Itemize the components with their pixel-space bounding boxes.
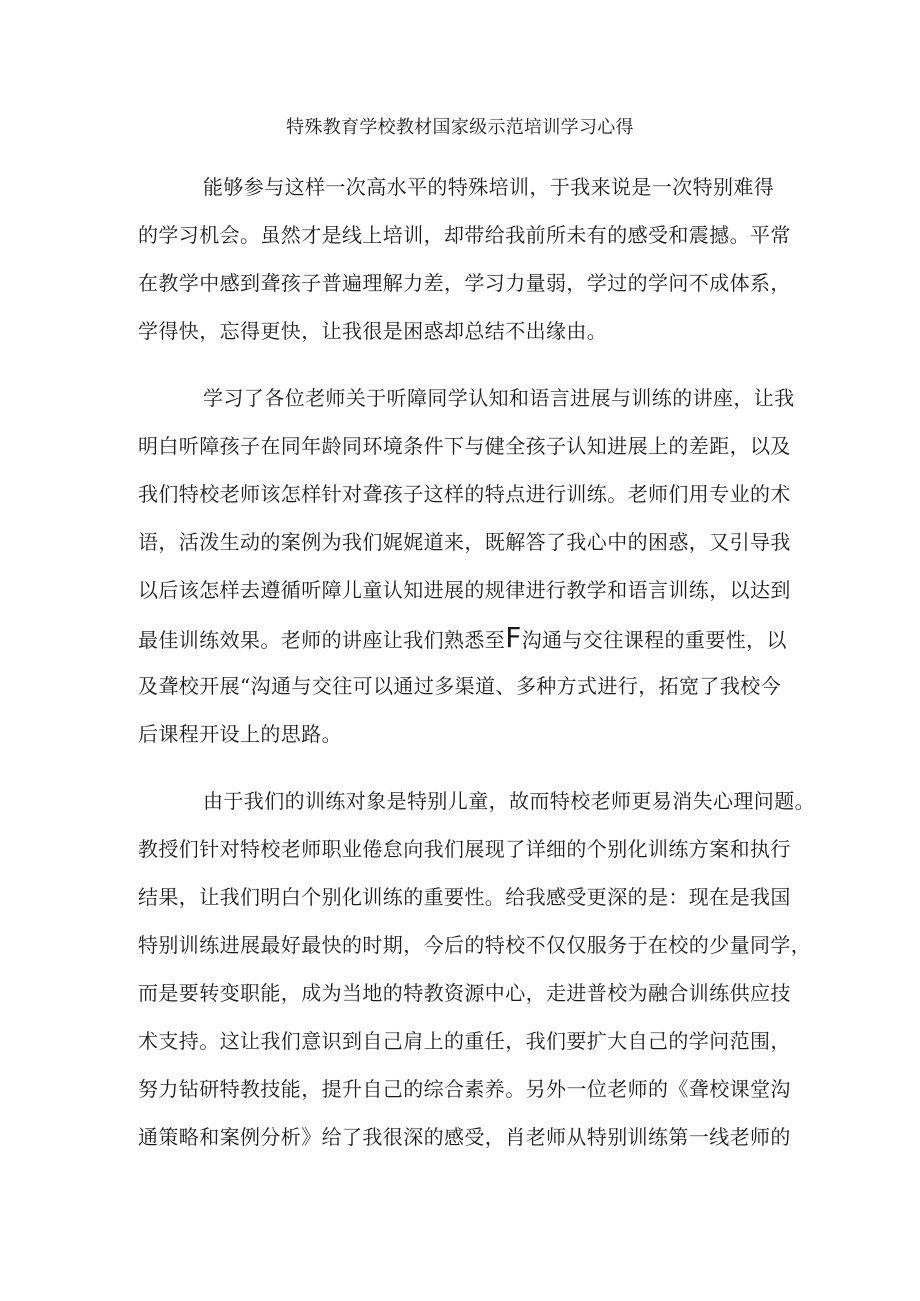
stray-glyph: F: [505, 621, 522, 654]
paragraph-line: 在教学中感到聋孩子普遍理解力差，学习力量弱，学过的学问不成体系，: [138, 271, 791, 295]
paragraph-line-segment: 沟通与交往课程的重要性，以: [521, 628, 787, 652]
paragraph-line: 明白听障孩子在同年龄同环境条件下与健全孩子认知进展上的差距，以及: [138, 434, 791, 458]
paragraph-line: 结果，让我们明白个别化训练的重要性。给我感受更深的是：现在是我国: [138, 885, 791, 909]
paragraph-line: 我们特校老师该怎样针对聋孩子这样的特点进行训练。老师们用专业的术: [138, 482, 791, 506]
paragraph-line: 及聋校开展“沟通与交往可以通过多渠道、多种方式进行，拓宽了我校今: [138, 674, 782, 698]
paragraph-line: 语，活泼生动的案例为我们娓娓道来，既解答了我心中的困惑，又引导我: [138, 530, 791, 554]
paragraph-line: 学习了各位老师关于听障同学认知和语言进展与训练的讲座，让我: [203, 386, 795, 410]
paragraph-line-with-glyph: [138, 621, 798, 654]
paragraph-line: 的学习机会。虽然才是线上培训，却带给我前所未有的感受和震撼。平常: [138, 223, 791, 247]
paragraph-line: 由于我们的训练对象是特别儿童，故而特校老师更易消失心理问题。: [203, 789, 815, 813]
paragraph-line: 能够参与这样一次高水平的特殊培训，于我来说是一次特别难得: [203, 175, 775, 199]
document-title: 特殊教育学校教材国家级示范培训学习心得: [286, 117, 634, 138]
paragraph-line: 术支持。这让我们意识到自己肩上的重任，我们要扩大自己的学问范围，: [138, 1029, 791, 1053]
paragraph-line: 以后该怎样去遵循听障儿童认知进展的规律进行教学和语言训练，以达到: [138, 578, 791, 602]
paragraph-line: 特别训练进展最好最快的时期，今后的特校不仅仅服务于在校的少量同学，: [138, 933, 812, 957]
paragraph-line: 通策略和案例分析》给了我很深的感受，肖老师从特别训练第一线老师的: [138, 1125, 791, 1149]
paragraph-line: 学得快，忘得更快，让我很是困惑却总结不出缘由。: [138, 319, 608, 343]
paragraph-line: 而是要转变职能，成为当地的特教资源中心，走进普校为融合训练供应技: [138, 981, 791, 1005]
paragraph-line: 努力钻研特教技能，提升自己的综合素养。另外一位老师的《聋校课堂沟: [138, 1077, 791, 1101]
paragraph-line: 教授们针对特校老师职业倦怠向我们展现了详细的个别化训练方案和执行: [138, 837, 791, 861]
paragraph-line-segment: 最佳训练效果。老师的讲座让我们熟悉至: [138, 628, 506, 652]
paragraph-line: 后课程开设上的思路。: [138, 722, 342, 746]
